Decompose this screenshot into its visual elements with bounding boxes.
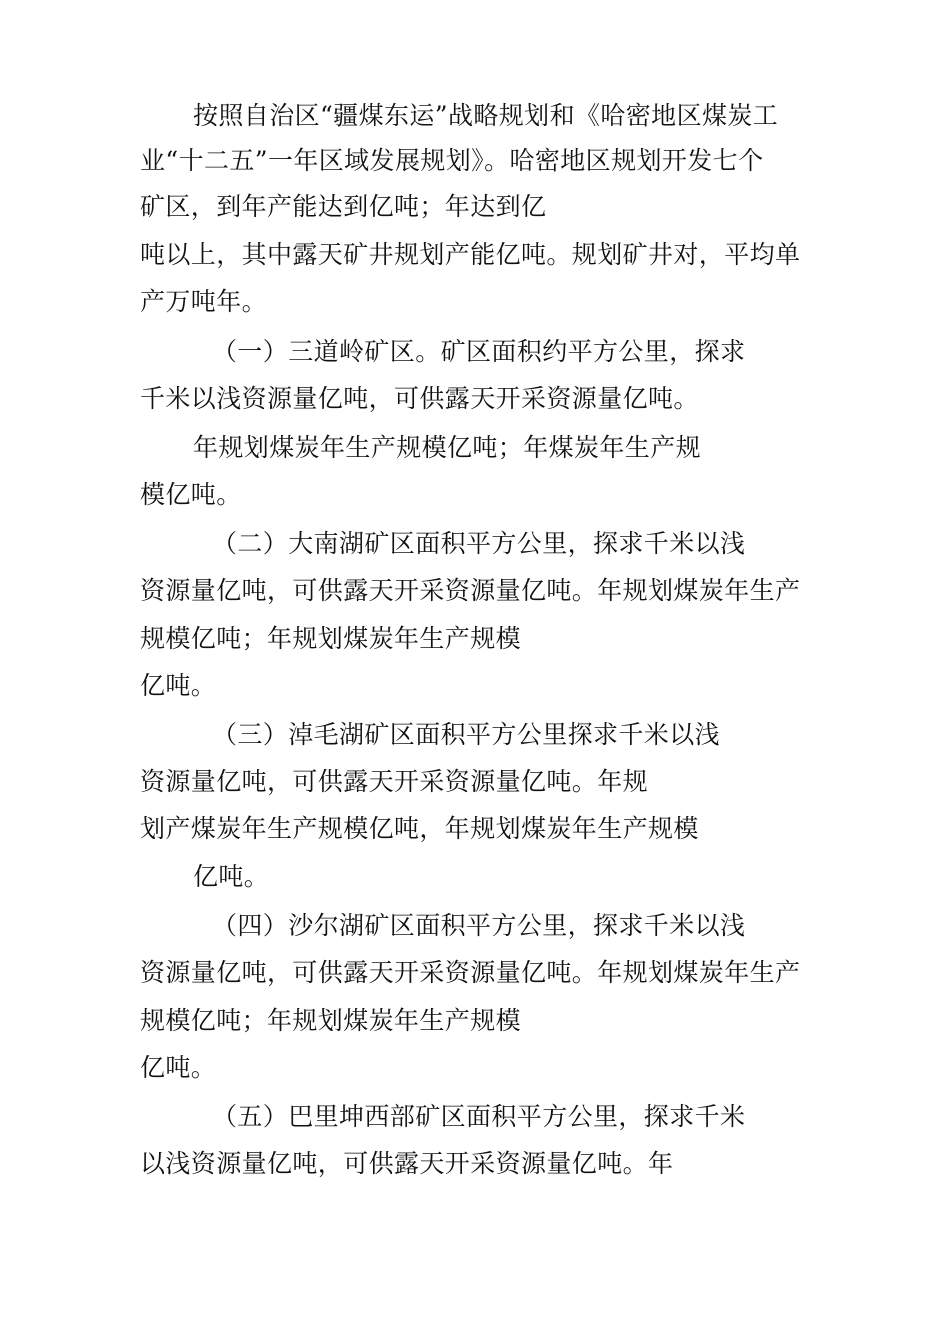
text-line-6: （一）三道岭矿区。矿区面积约平方公里，探求 (212, 337, 746, 366)
text-line-10: （二）大南湖矿区面积平方公里，探求千米以浅 (212, 529, 746, 558)
text-line-4: 吨以上，其中露天矿井规划产能亿吨。规划矿井对，平均单 (140, 240, 801, 269)
text-line-5: 产万吨年。 (140, 287, 268, 316)
text-line-23: 以浅资源量亿吨，可供露天开采资源量亿吨。年 (140, 1149, 674, 1178)
text-line-19: 资源量亿吨，可供露天开采资源量亿吨。年规划煤炭年生产 (140, 958, 801, 987)
text-line-17: 亿吨。 (193, 862, 270, 891)
text-line-3: 矿区，到年产能达到亿吨；年达到亿 (140, 192, 547, 221)
text-line-18: （四）沙尔湖矿区面积平方公里，探求千米以浅 (212, 911, 746, 940)
text-line-20: 规模亿吨；年规划煤炭年生产规模 (140, 1006, 522, 1035)
text-line-9: 模亿吨。 (140, 480, 242, 509)
text-line-2: 业“十二五”一年区域发展规划》。哈密地区规划开发七个 (140, 146, 764, 175)
text-line-8: 年规划煤炭年生产规模亿吨；年煤炭年生产规 (193, 433, 702, 462)
text-line-11: 资源量亿吨，可供露天开采资源量亿吨。年规划煤炭年生产 (140, 576, 801, 605)
text-line-15: 资源量亿吨，可供露天开采资源量亿吨。年规 (140, 767, 649, 796)
text-line-21: 亿吨。 (140, 1053, 217, 1082)
text-line-14: （三）淖毛湖矿区面积平方公里探求千米以浅 (212, 720, 721, 749)
text-line-13: 亿吨。 (140, 671, 217, 700)
text-line-7: 千米以浅资源量亿吨，可供露天开采资源量亿吨。 (140, 384, 699, 413)
text-line-12: 规模亿吨；年规划煤炭年生产规模 (140, 624, 522, 653)
text-line-1: 按照自治区“疆煤东运”战略规划和《哈密地区煤炭工 (193, 101, 779, 130)
text-line-22: （五）巴里坤西部矿区面积平方公里，探求千米 (212, 1102, 746, 1131)
text-line-16: 划产煤炭年生产规模亿吨，年规划煤炭年生产规模 (140, 814, 699, 843)
